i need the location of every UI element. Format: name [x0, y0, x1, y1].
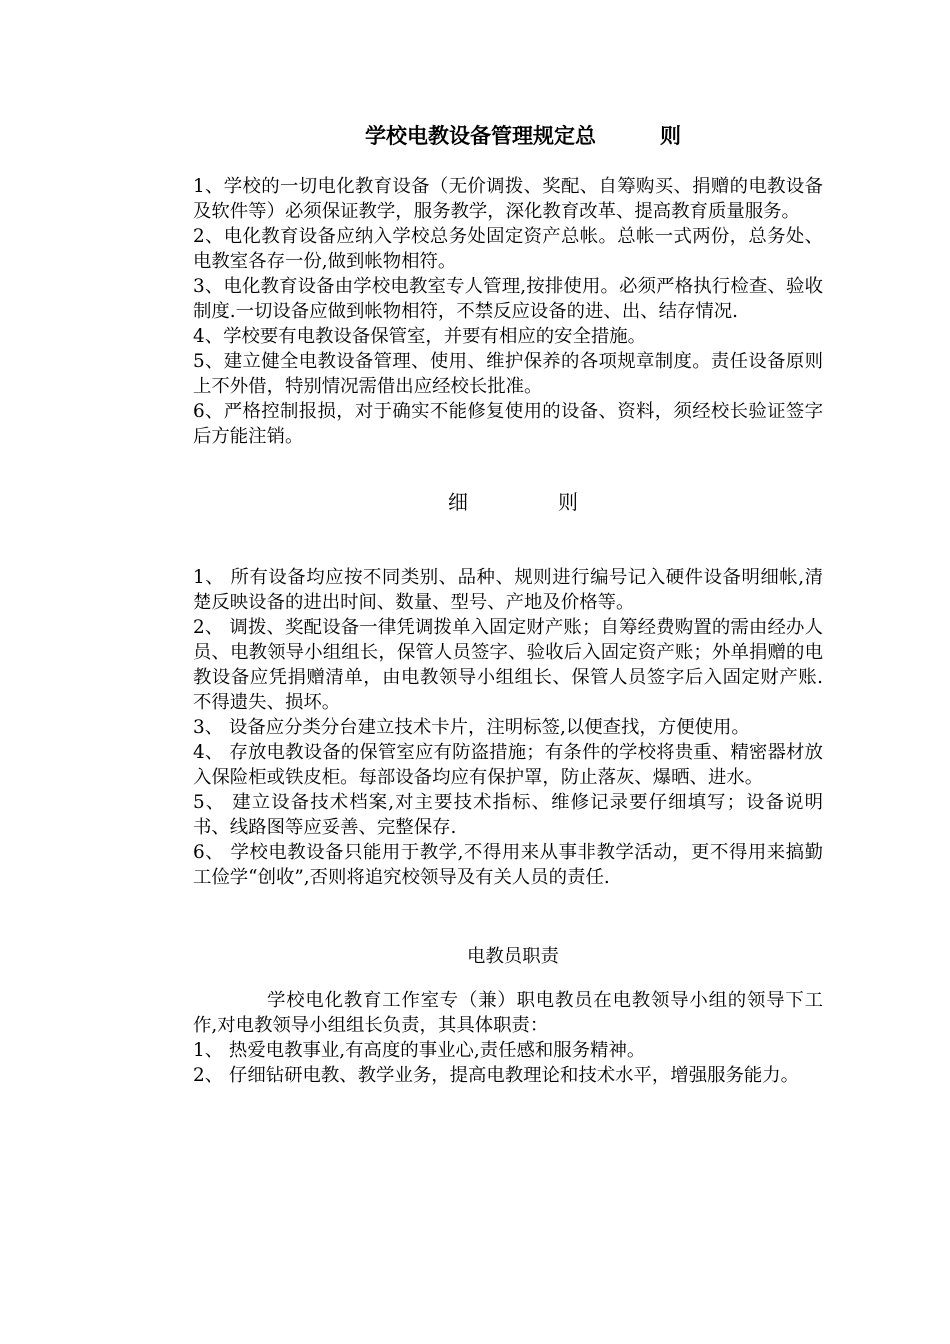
document-title-part2: 则: [660, 123, 681, 148]
duties-list: [193, 988, 823, 1088]
duties-item-2: 2、 仔细钻研电教、教学业务，提高电教理论和技术水平，增强服务能力。: [193, 1065, 800, 1086]
general-item-2: 2、电化教育设备应纳入学校总务处固定资产总帐。总帐一式两份，总务处、电教室各存一份,做到帐物相符。: [193, 226, 823, 272]
general-item-3: 3、电化教育设备由学校电教室专人管理,按排使用。必须严格执行检查、验收制度.一切设备应做到帐物相符，不禁反应设备的进、出、结存情况.: [193, 276, 823, 322]
rules-item-6: 6、 学校电教设备只能用于教学,不得用来从事非教学活动，更不得用来搞勤工俭学“创收”,否则将追究校领导及有关人员的责任.: [193, 842, 823, 888]
duties-section-title: 电教员职责: [467, 946, 559, 967]
general-item-6: 6、严格控制报损，对于确实不能修复使用的设备、资料，须经校长验证签字后方能注销。: [193, 401, 823, 447]
rules-item-1: 1、 所有设备均应按不同类别、品种、规则进行编号记入硬件设备明细帐,清楚反映设备的进出时间、数量、型号、产地及价格等。: [193, 567, 823, 613]
rules-title-part2: 则: [558, 490, 578, 514]
document-title: [193, 118, 823, 154]
document-content: [193, 118, 823, 1088]
rules-title-part1: 细: [448, 490, 468, 514]
general-item-1: 1、学校的一切电化教育设备（无价调拨、奖配、自筹购买、捐赠的电教设备及软件等）必须保证教学，服务教学，深化教育改革、提高教育质量服务。: [193, 176, 823, 222]
rules-section-title: [193, 487, 823, 517]
general-item-5: 5、建立健全电教设备管理、使用、维护保养的各项规章制度。责任设备原则上不外借，特别情况需借出应经校长批准。: [193, 351, 823, 397]
duties-item-1: 1、 热爱电教事业,有高度的事业心,责任感和服务精神。: [193, 1040, 646, 1061]
duties-intro: 学校电化教育工作室专（兼）职电教员在电教领导小组的领导下工作,对电教领导小组组长负责，其具体职责：: [193, 990, 823, 1036]
general-item-4: 4、学校要有电教设备保管室，并要有相应的安全措施。: [193, 326, 647, 347]
rules-item-2: 2、 调拨、奖配设备一律凭调拨单入固定财产账；自筹经费购置的需由经办人员、电教领导小组组长，保管人员签字、验收后入固定资产账；外单捐赠的电教设备应凭捐赠清单，由电教领导小组组长、保管人员签字后入固定财产账.不得遗失、损坏。: [193, 617, 823, 713]
rules-item-4: 4、 存放电教设备的保管室应有防盗措施；有条件的学校将贵重、精密器材放入保险柜或铁皮柜。每部设备均应有保护罩，防止落灰、爆晒、进水。: [193, 742, 823, 788]
detailed-rules-list: [193, 565, 823, 890]
general-rules-list: [193, 174, 823, 449]
document-title-part1: 学校电教设备管理规定总: [365, 123, 596, 148]
rules-item-5: 5、 建立设备技术档案,对主要技术指标、维修记录要仔细填写；设备说明书、线路图等应妥善、完整保存.: [193, 792, 823, 838]
rules-item-3: 3、 设备应分类分台建立技术卡片，注明标签,以便查找，方便使用。: [193, 717, 750, 738]
